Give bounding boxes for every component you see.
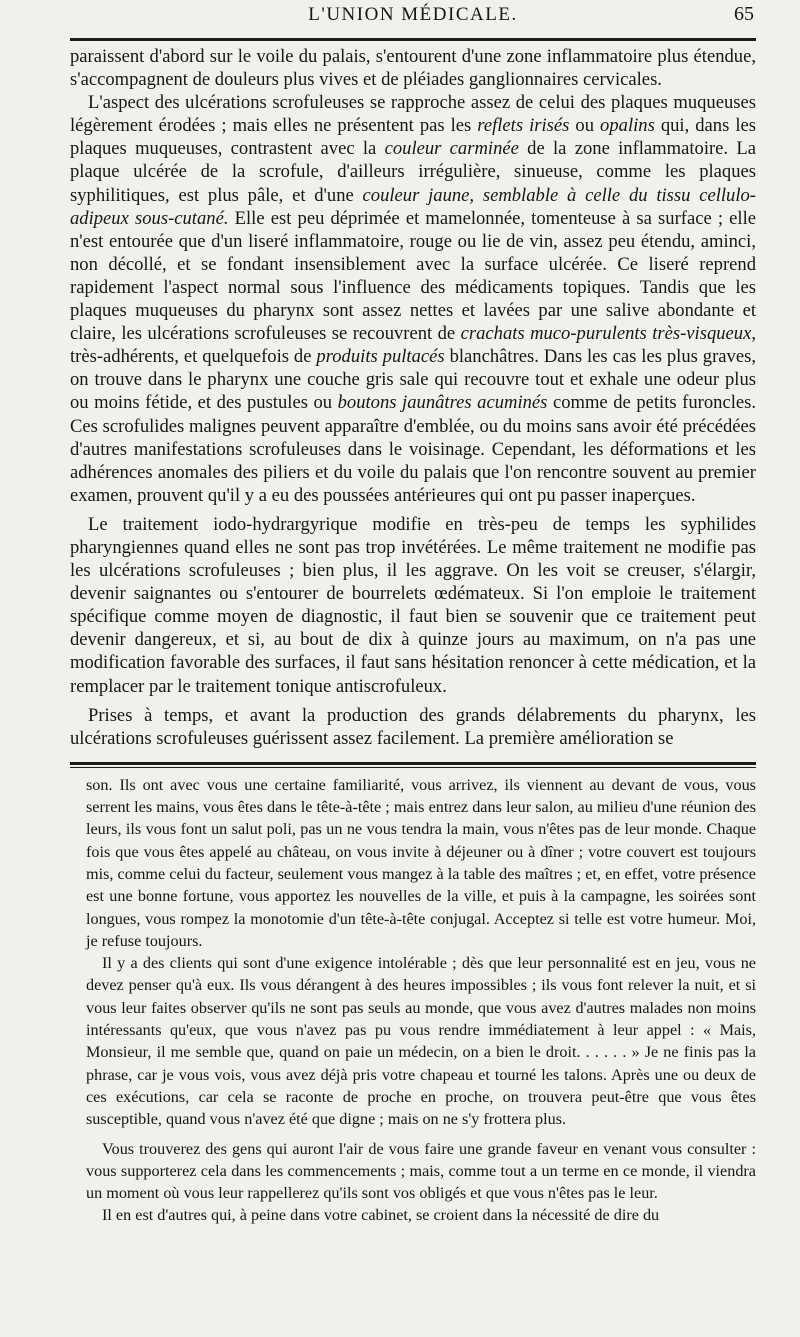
feuilleton-paragraph-4: Il en est d'autres qui, à peine dans votre cabinet, se croient dans la nécessité de dire du [102,1206,660,1225]
page-header [70,0,756,36]
header-rule [70,38,756,41]
text-run: ou [569,115,601,137]
text-run: Elle est peu déprimée et mamelonnée, tomenteuse à sa surface ; elle n'est entourée que d'un liseré inflammatoire, rouge ou lie de vin, assez peu étendu, aminci, non décollé, et se fondant insensiblement avec la surface ulcérée. Ce liseré reprend rapidement l'aspect normal sous l'influence des médicaments topiques. Tandis que les plaques muqueuses du pharynx sont assez nettes et lavées par une salive abondante et claire, les ulcérations scrofuleuses se recouvrent de [70,207,756,345]
feuilleton-paragraph-1: son. Ils ont avec vous une certaine familiarité, vous arrivez, ils viennent au devant de vous, vous serrent les mains, vous êtes dans le tête-à-tête ; mais entrez dans leur salon, au milieu d'une réunion des leurs, ils vous font un salut poli, pas un ne vous tendra la main, vous n'êtes pas de leur monde. Chaque fois que vous êtes appelé au château, on vous invite à déjeuner ou à dîner ; votre couvert est toujours mis, comme celui du facteur, seulement vous mangez à la table des maîtres ; et, en effet, votre présence est une bonne fortune, vous apportez les nouvelles de la ville, et puis à la campagne, les soirées sont longues, vous rompez la monotomie d'un tête-à-tête conjugal. Acceptez si telle est votre humeur. Moi, je refuse toujours. [86,775,756,950]
paragraph-2 [70,91,756,507]
paragraph-4: Prises à temps, et avant la production des grands délabrements du pharynx, les ulcérations scrofuleuses guérissent assez facilement. La première amélioration se [70,704,756,749]
text-run: blanchâtres. Dans les cas les plus graves, on trouve dans le pharynx une couche gris sale qui recouvre tout et exhale une odeur plus ou moins fétide, et des pustules ou [70,346,756,414]
italic-run: couleur carminée [384,138,519,160]
italic-run: reflets irisés [477,115,570,137]
paragraph-3: Le traitement iodo-hydrargyrique modifie en très-peu de temps les syphilides pharyngiennes quand elles ne sont pas trop invétérées. Le même traitement ne modifie pas les ulcérations scrofuleuses ; bien plus, il les aggrave. On les voit se creuser, s'élargir, devenir saignantes ou s'entourer de bourrelets œdémateux. Si l'on emploie le traitement spécifique comme moyen de diagnostic, il faut bien se souvenir que ce traitement peut devenir dangereux, et si, au bout de dix à quinze jours au maximum, on n'a pas une modification favorable des surfaces, il faut sans hésitation renoncer à cette médication, et la remplacer par le traitement tonique antiscrofuleux. [70,513,756,697]
feuilleton-section [70,774,756,1227]
italic-run: opalins [600,115,655,137]
separator-thick-line [70,762,756,765]
running-title: L'UNION MÉDICALE. [308,4,518,25]
separator-thin-line [70,767,756,768]
italic-run: couleur jaune, semblable à celle du tissu cellulo-adipeux sous-cutané. [70,184,756,229]
text-run: de la zone inflammatoire. La plaque ulcérée de la scrofule, d'ailleurs irrégulière, sinueuse, comme les plaques syphilitiques, est plus pâle, et d'une [70,138,756,206]
text-run: qui, dans les plaques muqueuses, contrastent avec la [70,115,757,160]
paragraph-1: paraissent d'abord sur le voile du palais, s'entourent d'une zone inflammatoire plus étendue, s'accompagnent de douleurs plus vives et de pléiades ganglionnaires cervicales. [70,46,756,91]
text-run: , très-adhérents, et quelquefois de [70,323,756,368]
feuilleton-paragraph-2: Il y a des clients qui sont d'une exigence intolérable ; dès que leur personnalité est en jeu, vous ne devez penser qu'à eux. Ils vous dérangent à des heures impossibles ; ils vous font relever la nuit, et si vous leur faites observer qu'ils ne sont pas seuls au monde, que vous avez d'autres malades non moins intéressants qu'eux, que vous n'avez pas pu vous rendre immédiatement à leur appel : « Mais, Monsieur, il me semble que, quand on paie un médecin, on a bien le droit. . . . . . » Je ne finis pas la phrase, car je vous vois, vous avez déjà pris votre chapeau et tourné les talons. Après une ou deux de ces exécutions, car cela se raconte de proche en proche, on trouvera peut-être que vous êtes susceptible, quand vous n'avez été que digne ; mais on ne s'y frottera plus. [86,954,756,1129]
main-article [70,45,756,750]
feuilleton-paragraph-3: Vous trouverez des gens qui auront l'air de vous faire une grande faveur en venant vous consulter : vous supporterez cela dans les commencements ; mais, comme tout a un terme en ce monde, il viendra un moment où vous leur rappellerez qu'ils sont vos obligés et que vous n'êtes pas le leur. [86,1139,756,1203]
italic-run: boutons jaunâtres acuminés [337,392,548,414]
page-number: 65 [734,3,754,25]
text-run: L'aspect des ulcérations scrofuleuses se rapproche assez de celui des plaques muqueuses légèrement érodées ; mais elles ne présentent pas les [70,92,756,137]
italic-run: crachats muco-purulents très-visqueux [460,323,752,345]
text-run: comme de petits furoncles. Ces scrofulides malignes peuvent apparaître d'emblée, ou du moins sans avoir été précédées d'autres manifestations scrofuleuses dans le voisinage. Cependant, les déformations et les adhérences anomales des piliers et du voile du palais que l'on rencontre souvent au premier examen, prouvent qu'il y a eu des poussées antérieures qui ont pu passer inaperçues. [70,392,756,506]
italic-run: produits pultacés [316,346,445,368]
feuilleton-separator [70,762,756,768]
